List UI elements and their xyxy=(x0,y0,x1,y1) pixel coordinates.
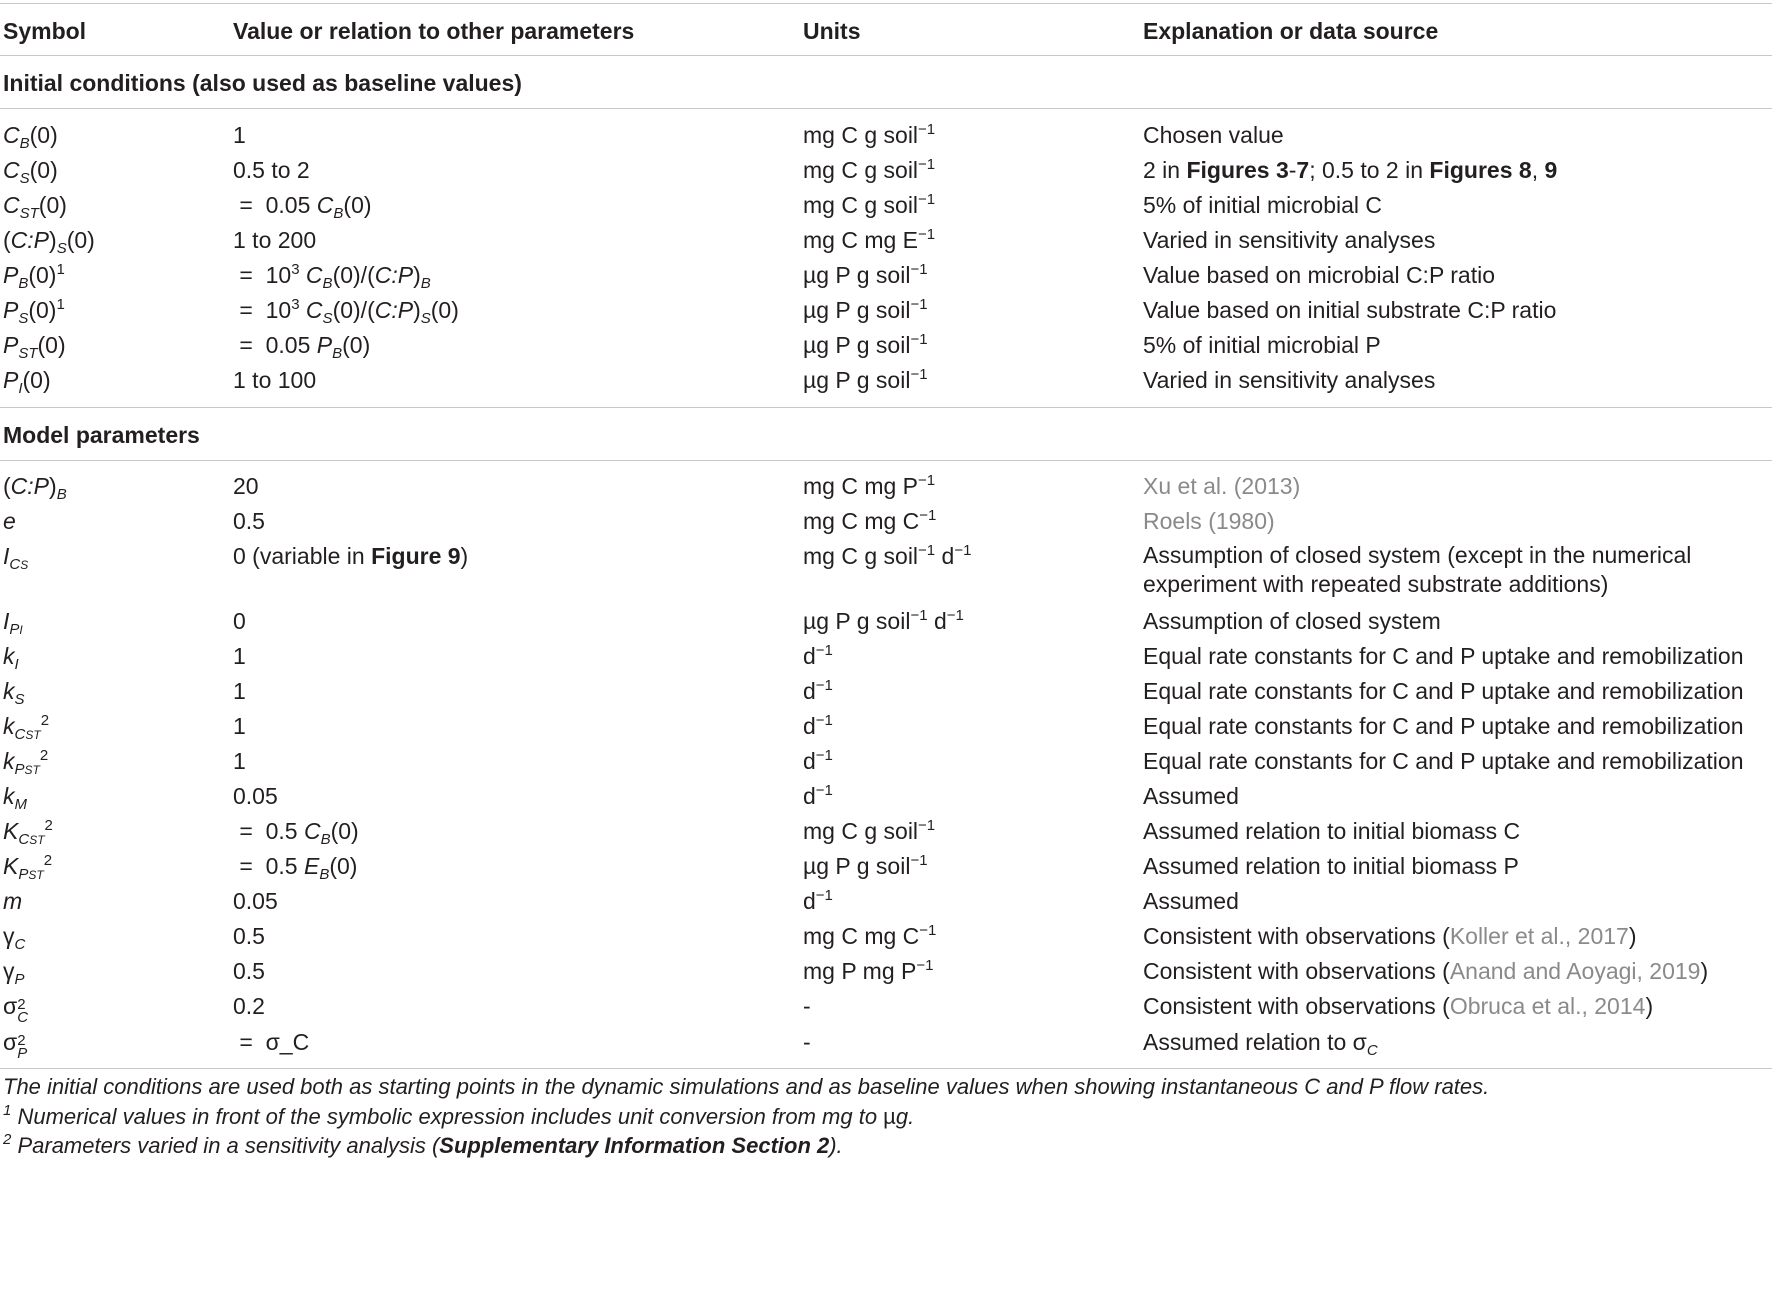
row-symbol: $k_{CST}^2$ xyxy=(3,712,50,743)
row-symbol: m xyxy=(3,888,23,914)
row-value: = 0.5 $C_B(0)$ xyxy=(233,818,359,848)
row-symbol: e xyxy=(3,508,16,534)
row-explanation: Assumed relation to $\sigma_C$ xyxy=(1143,1029,1378,1059)
row-symbol: $I_{PI}$ xyxy=(3,608,23,638)
section-title: Model parameters xyxy=(3,422,200,448)
row-symbol: $k_S$ xyxy=(3,678,25,708)
table-rule xyxy=(0,108,1772,109)
row-units: µg P g soil$^{-1}$ $d^{-1}$ xyxy=(803,607,964,634)
row-units: µg P g soil$^{-1}$ xyxy=(803,261,928,288)
row-value: 1 xyxy=(233,748,246,774)
row-units: mg C mg $E^{-1}$ xyxy=(803,226,936,253)
row-value: 0.5 xyxy=(233,508,265,534)
row-units: - xyxy=(803,1029,811,1055)
row-explanation: Consistent with observations (Koller et al., 2017) xyxy=(1143,923,1637,949)
row-symbol: $P_B(0)^1$ xyxy=(3,261,65,292)
row-explanation: Equal rate constants for C and P uptake and remobilization xyxy=(1143,643,1744,669)
row-value: 0.5 to 2 xyxy=(233,157,310,183)
row-symbol: $\gamma_P$ xyxy=(3,958,25,988)
row-symbol: $K_{PST}^2$ xyxy=(3,852,53,883)
row-symbol: $(C:P)_B$ xyxy=(3,473,67,503)
row-value: 0.05 xyxy=(233,783,278,809)
row-symbol: $K_{CST}^2$ xyxy=(3,817,53,848)
row-units: µg P g soil$^{-1}$ xyxy=(803,852,928,879)
column-header: Units xyxy=(803,18,861,44)
row-explanation: Consistent with observations (Anand and Aoyagi, 2019) xyxy=(1143,958,1709,984)
row-value: 1 to 200 xyxy=(233,227,317,253)
row-symbol: σ 2 C xyxy=(3,993,29,1026)
row-units: mg C mg $P^{-1}$ xyxy=(803,472,936,499)
row-value: 0 xyxy=(233,608,246,634)
row-units: mg C g soil$^{-1}$ xyxy=(803,156,936,183)
row-symbol: σ 2 P xyxy=(3,1029,28,1062)
row-symbol: $(C:P)_S(0)$ xyxy=(3,227,95,257)
row-value: = σ_C xyxy=(233,1029,310,1055)
row-value: 1 xyxy=(233,678,246,704)
row-units: mg C g soil$^{-1}$ xyxy=(803,191,936,218)
row-explanation: Equal rate constants for C and P uptake and remobilization xyxy=(1143,678,1744,704)
row-value: 1 xyxy=(233,713,246,739)
row-explanation: Equal rate constants for C and P uptake and remobilization xyxy=(1143,748,1744,774)
row-value: 1 to 100 xyxy=(233,367,317,393)
row-symbol: $C_S(0)$ xyxy=(3,157,58,187)
row-explanation: Varied in sensitivity analyses xyxy=(1143,367,1436,393)
row-explanation: Assumed relation to initial biomass P xyxy=(1143,853,1519,879)
table-rule xyxy=(0,407,1772,408)
row-explanation: Assumption of closed system (except in the numerical experiment with repeated substrate additions) xyxy=(1143,542,1692,597)
table-rule xyxy=(0,55,1772,56)
row-units: µg P g soil$^{-1}$ xyxy=(803,296,928,323)
table-rule xyxy=(0,460,1772,461)
section-title: Initial conditions (also used as baseline values) xyxy=(3,70,522,96)
row-units: - xyxy=(803,993,811,1019)
row-value: 0 (variable in Figure 9) xyxy=(233,543,469,569)
row-units: $d^{-1}$ xyxy=(803,747,833,774)
table-rule xyxy=(0,1068,1772,1069)
row-value: 20 xyxy=(233,473,259,499)
row-value: = 0.05 $P_B(0)$ xyxy=(233,332,371,362)
footnote: The initial conditions are used both as starting points in the dynamic simulations and as baseline values when showing instantaneous C and P flow rates. xyxy=(3,1074,1490,1099)
row-symbol: $C_{ST}(0)$ xyxy=(3,192,67,222)
row-explanation: Assumed relation to initial biomass C xyxy=(1143,818,1521,844)
row-explanation: Assumption of closed system xyxy=(1143,608,1441,634)
row-units: $d^{-1}$ xyxy=(803,712,833,739)
column-header: Explanation or data source xyxy=(1143,18,1439,44)
row-value: 0.05 xyxy=(233,888,278,914)
row-units: $d^{-1}$ xyxy=(803,887,833,914)
row-symbol: $P_{ST}(0)$ xyxy=(3,332,66,362)
row-explanation: Assumed xyxy=(1143,888,1239,914)
row-explanation: Value based on microbial C:P ratio xyxy=(1143,262,1496,288)
row-value: 0.5 xyxy=(233,958,265,984)
row-explanation: Value based on initial substrate C:P ratio xyxy=(1143,297,1557,323)
row-explanation: Consistent with observations (Obruca et al., 2014) xyxy=(1143,993,1654,1019)
row-explanation: Equal rate constants for C and P uptake and remobilization xyxy=(1143,713,1744,739)
row-symbol: $k_I$ xyxy=(3,643,19,673)
row-symbol: $P_I(0)$ xyxy=(3,367,51,397)
row-units: µg P g soil$^{-1}$ xyxy=(803,366,928,393)
row-value: 1 xyxy=(233,122,246,148)
row-explanation: 2 in Figures 3-7; 0.5 to 2 in Figures 8, 9 xyxy=(1143,157,1558,183)
row-units: $d^{-1}$ xyxy=(803,782,833,809)
row-explanation: 5% of initial microbial C xyxy=(1143,192,1383,218)
row-symbol: $P_S(0)^1$ xyxy=(3,296,65,327)
row-value: 0.2 xyxy=(233,993,265,1019)
row-explanation: 5% of initial microbial P xyxy=(1143,332,1381,358)
column-header: Symbol xyxy=(3,18,87,44)
row-symbol: $\gamma_C$ xyxy=(3,923,26,953)
row-explanation: Chosen value xyxy=(1143,122,1284,148)
row-explanation: Roels (1980) xyxy=(1143,508,1275,534)
row-explanation: Assumed xyxy=(1143,783,1239,809)
row-units: µg P g soil$^{-1}$ xyxy=(803,331,928,358)
row-units: $d^{-1}$ xyxy=(803,642,833,669)
row-symbol: $k_M$ xyxy=(3,783,27,813)
row-explanation: Varied in sensitivity analyses xyxy=(1143,227,1436,253)
row-explanation: Xu et al. (2013) xyxy=(1143,473,1301,499)
row-value: = $10^3$ $C_S(0)/(C:P)_S(0)$ xyxy=(233,296,459,327)
row-units: mg C g soil$^{-1}$ $d^{-1}$ xyxy=(803,542,972,569)
table-rule xyxy=(0,3,1772,4)
column-header: Value or relation to other parameters xyxy=(233,18,635,44)
row-symbol: $C_B(0)$ xyxy=(3,122,58,152)
row-units: $d^{-1}$ xyxy=(803,677,833,704)
footnote: $^2$ Parameters varied in a sensitivity analysis (Supplementary Information Section 2). xyxy=(3,1131,843,1158)
row-value: = 0.5 $E_B(0)$ xyxy=(233,853,358,883)
row-units: mg C mg $C^{-1}$ xyxy=(803,922,937,949)
row-units: mg P mg $P^{-1}$ xyxy=(803,957,934,984)
row-symbol: $I_{CS}$ xyxy=(3,543,29,573)
row-units: mg C g soil$^{-1}$ xyxy=(803,817,936,844)
footnote: $^1$ Numerical values in front of the symbolic expression includes unit conversion from mg to µg. xyxy=(3,1102,915,1129)
row-value: 1 xyxy=(233,643,246,669)
row-units: mg C mg $C^{-1}$ xyxy=(803,507,937,534)
row-value: 0.5 xyxy=(233,923,265,949)
row-value: = $10^3$ $C_B(0)/(C:P)_B$ xyxy=(233,261,431,292)
row-symbol: $k_{PST}^2$ xyxy=(3,747,49,778)
row-value: = 0.05 $C_B(0)$ xyxy=(233,192,372,222)
row-units: mg C g soil$^{-1}$ xyxy=(803,121,936,148)
